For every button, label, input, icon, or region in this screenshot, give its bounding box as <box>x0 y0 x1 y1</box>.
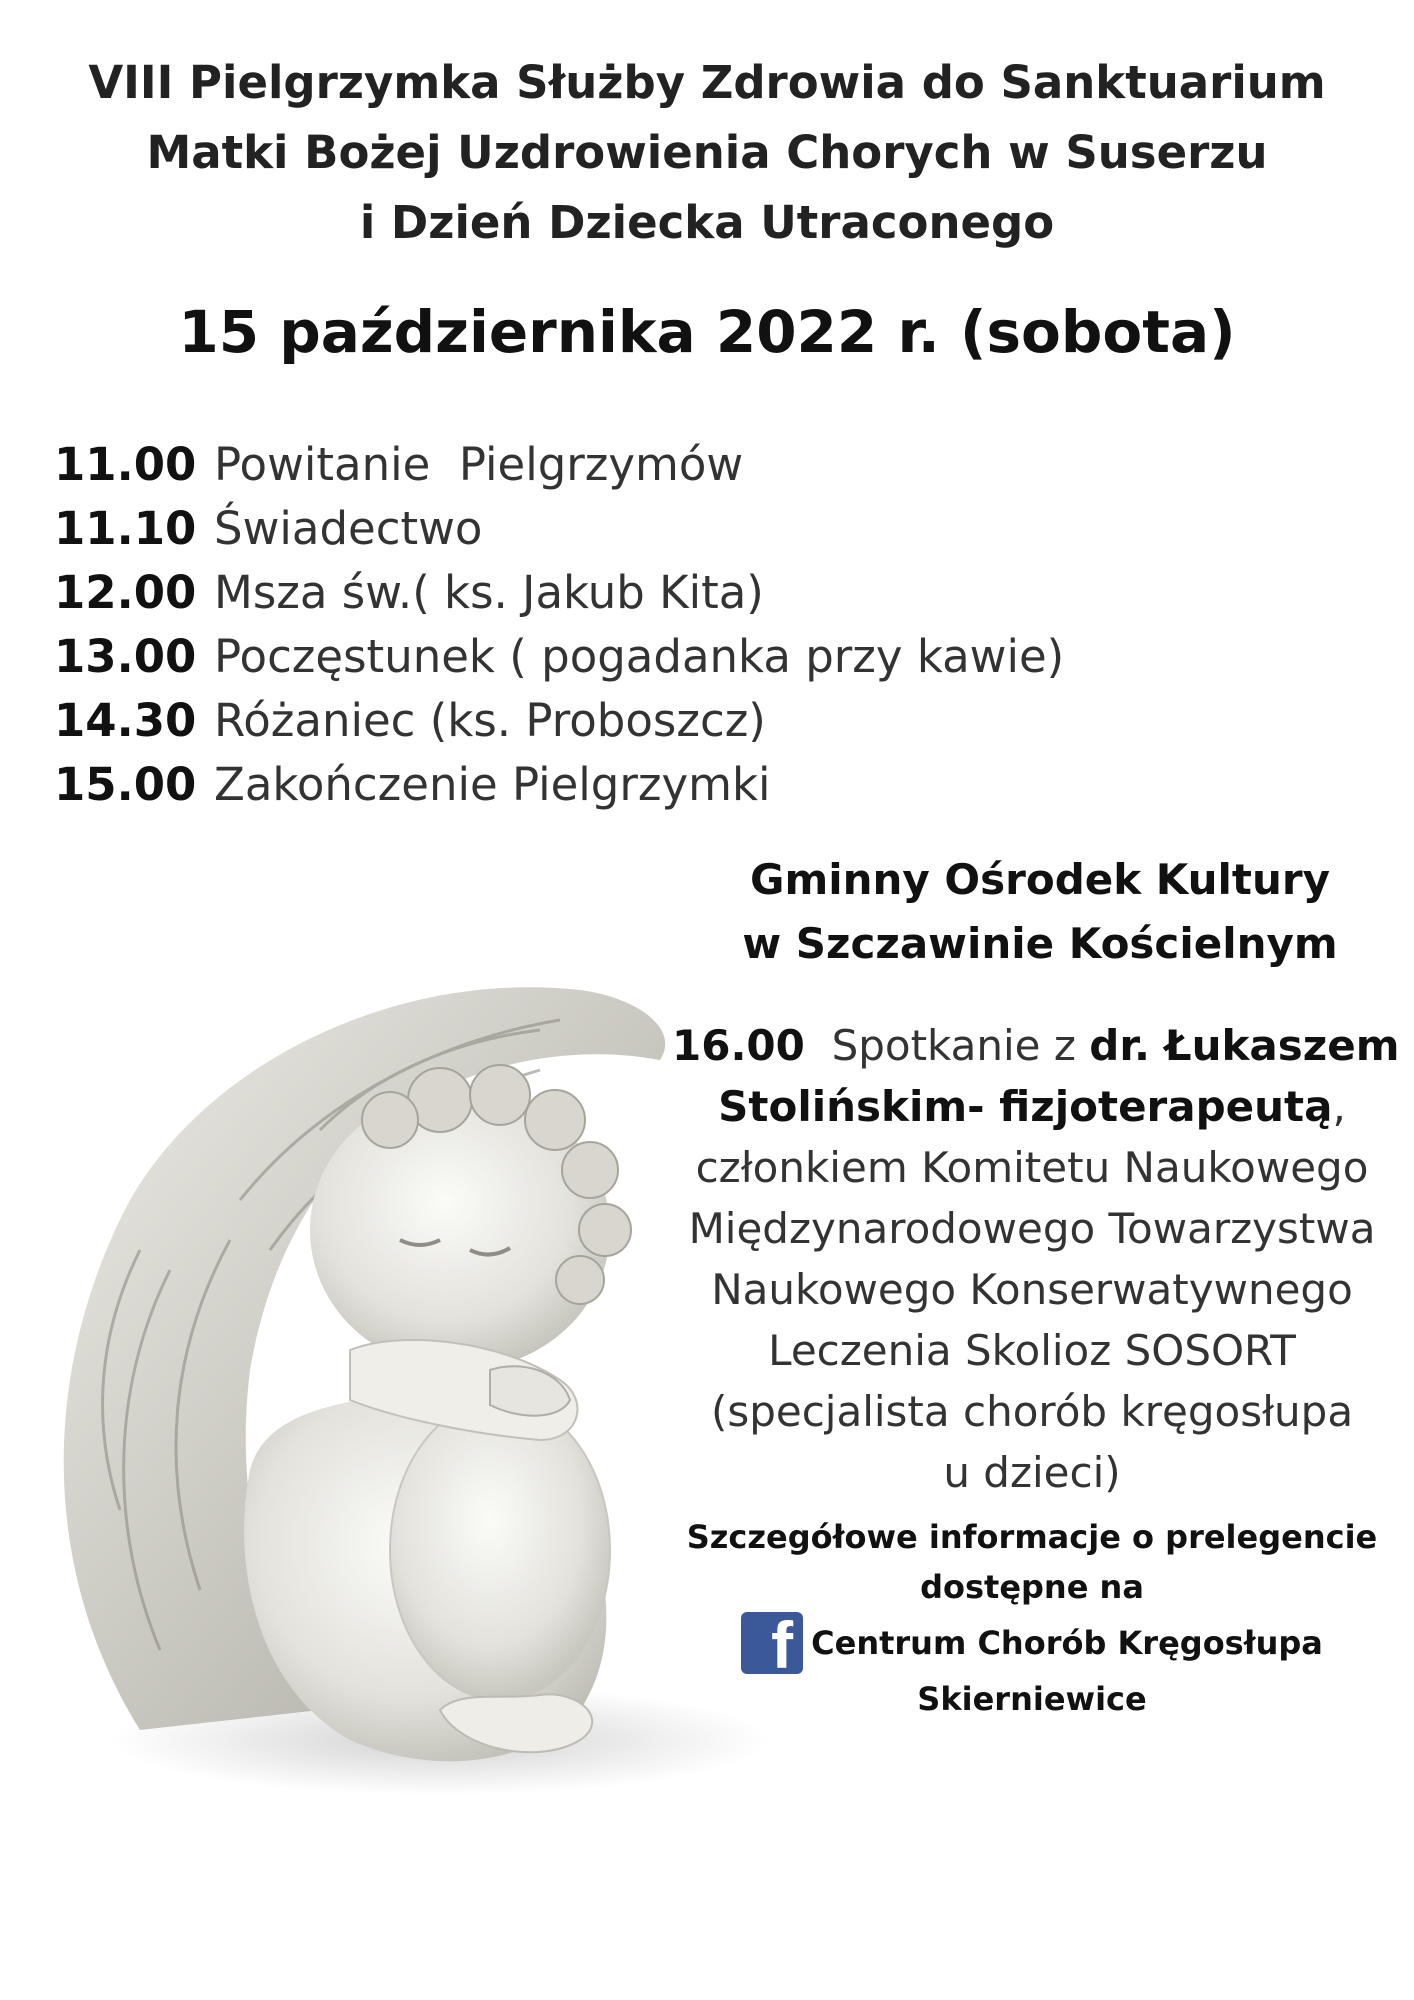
schedule-event: Świadectwo <box>214 501 483 555</box>
facebook-page-name: Centrum Chorób Kręgosłupa <box>811 1624 1323 1662</box>
talk-detail-line: członkiem Komitetu Naukowego <box>695 1143 1369 1192</box>
schedule-event: Zakończenie Pielgrzymki <box>214 757 771 811</box>
schedule-time: 15.00 <box>54 757 197 811</box>
poster-title <box>0 48 1414 258</box>
talk-intro: Spotkanie z <box>831 1021 1076 1070</box>
facebook-icon: f <box>741 1612 803 1674</box>
schedule-event: Msza św.( ks. Jakub Kita) <box>214 565 764 619</box>
schedule-row <box>54 432 1064 496</box>
schedule-event: Różaniec (ks. Proboszcz) <box>214 693 766 747</box>
info-line-4: Skierniewice <box>917 1680 1147 1718</box>
venue-name <box>690 848 1390 976</box>
title-line-3: i Dzień Dziecka Utraconego <box>359 196 1055 249</box>
schedule-row <box>54 752 1064 816</box>
talk-time: 16.00 <box>672 1021 805 1070</box>
talk-detail-line: (specjalista chorób kręgosłupa <box>710 1387 1354 1436</box>
schedule-event: Poczęstunek ( pogadanka przy kawie) <box>214 629 1065 683</box>
speaker-name-part-2: Stolińskim- fizjoterapeutą <box>718 1082 1333 1131</box>
schedule-row <box>54 496 1064 560</box>
facebook-page-link[interactable] <box>672 1612 1392 1674</box>
schedule-row <box>54 560 1064 624</box>
schedule-time: 11.10 <box>54 501 197 555</box>
schedule-row <box>54 688 1064 752</box>
schedule-time: 14.30 <box>54 693 197 747</box>
event-date: 15 października 2022 r. (sobota) <box>178 298 1236 366</box>
talk-description <box>672 1015 1400 1503</box>
talk-detail-line: Leczenia Skolioz SOSORT <box>768 1326 1296 1375</box>
sleeping-angel-illustration <box>20 950 780 1810</box>
talk-line-1 <box>672 1015 1400 1076</box>
schedule-list <box>54 432 1064 816</box>
venue-line-2: w Szczawinie Kościelnym <box>742 919 1338 968</box>
info-line-2: dostępne na <box>920 1568 1144 1606</box>
speaker-comma: , <box>1332 1082 1346 1131</box>
talk-detail-line: Międzynarodowego Towarzystwa <box>688 1204 1376 1253</box>
speaker-info <box>672 1512 1392 1724</box>
title-line-2: Matki Bożej Uzdrowienia Chorych w Suserzu <box>146 126 1268 179</box>
talk-line-2 <box>672 1076 1392 1137</box>
schedule-time: 12.00 <box>54 565 197 619</box>
talk-detail-line: Naukowego Konserwatywnego <box>711 1265 1353 1314</box>
schedule-time: 11.00 <box>54 437 197 491</box>
talk-detail-line: u dzieci) <box>943 1448 1121 1497</box>
speaker-name-part-1: dr. Łukaszem <box>1089 1021 1400 1070</box>
schedule-time: 13.00 <box>54 629 197 683</box>
schedule-row <box>54 624 1064 688</box>
info-line-1: Szczegółowe informacje o prelegencie <box>686 1518 1378 1556</box>
schedule-event: Powitanie Pielgrzymów <box>214 437 744 491</box>
title-line-1: VIII Pielgrzymka Służby Zdrowia do Sanktuarium <box>88 56 1326 109</box>
venue-line-1: Gminny Ośrodek Kultury <box>750 855 1330 904</box>
